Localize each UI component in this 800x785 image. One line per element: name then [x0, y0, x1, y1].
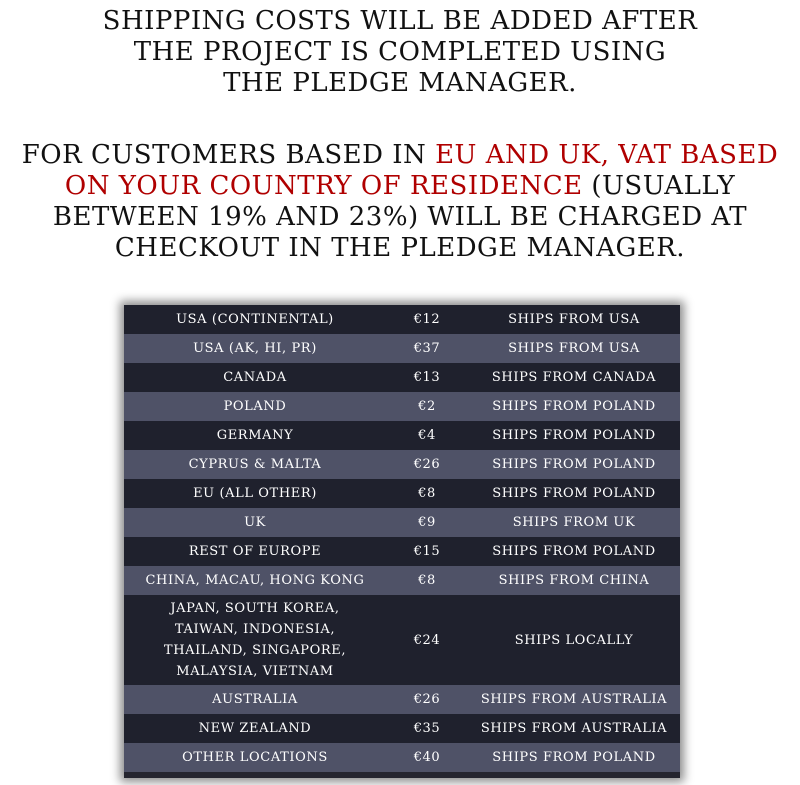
table-row — [124, 537, 680, 566]
vat-notice-line: BETWEEN 19% AND 23%) WILL BE CHARGED AT — [52, 202, 748, 232]
region-line: JAPAN, SOUTH KOREA, — [170, 601, 340, 616]
origin-cell: SHIPS FROM POLAND — [492, 544, 656, 559]
table-row — [124, 508, 680, 537]
origin-cell: SHIPS LOCALLY — [514, 632, 634, 648]
cost-cell: €40 — [413, 750, 441, 765]
region-cell: OTHER LOCATIONS — [182, 750, 328, 765]
cost-cell: €26 — [413, 457, 441, 472]
shipping-notice-line: THE PLEDGE MANAGER. — [223, 68, 577, 98]
region-cell: CHINA, MACAU, HONG KONG — [145, 573, 365, 588]
vat-notice — [0, 140, 800, 264]
origin-cell: SHIPS FROM AUSTRALIA — [480, 692, 668, 707]
table-row — [124, 305, 680, 334]
origin-cell: SHIPS FROM POLAND — [492, 457, 656, 472]
cost-cell: €8 — [418, 486, 436, 501]
table-row — [124, 334, 680, 363]
cost-cell: €12 — [413, 312, 441, 327]
origin-cell: SHIPS FROM POLAND — [492, 428, 656, 443]
cost-cell: €8 — [418, 573, 436, 588]
region-line: MALAYSIA, VIETNAM — [176, 664, 334, 679]
cost-cell: €2 — [418, 399, 436, 414]
vat-highlight: ON YOUR COUNTRY OF RESIDENCE — [64, 171, 583, 201]
table-row — [124, 566, 680, 595]
table-row — [124, 595, 680, 685]
region-cell: CYPRUS & MALTA — [188, 457, 322, 472]
vat-text: (USUALLY — [582, 171, 736, 201]
origin-cell: SHIPS FROM USA — [508, 312, 640, 327]
region-cell: AUSTRALIA — [212, 692, 298, 707]
table-row — [124, 450, 680, 479]
region-line: THAILAND, SINGAPORE, — [163, 643, 347, 658]
region-cell — [124, 598, 386, 682]
vat-notice-line — [0, 140, 800, 171]
origin-cell: SHIPS FROM POLAND — [492, 750, 656, 765]
cost-cell: €4 — [418, 428, 436, 443]
shipping-notice — [0, 6, 800, 99]
region-cell: REST OF EUROPE — [188, 544, 322, 559]
origin-cell: SHIPS FROM AUSTRALIA — [480, 721, 668, 736]
region-cell: GERMANY — [216, 428, 294, 443]
region-cell: NEW ZEALAND — [198, 721, 312, 736]
region-cell: EU (ALL OTHER) — [193, 486, 317, 501]
origin-cell: SHIPS FROM POLAND — [492, 399, 656, 414]
vat-notice-line — [0, 171, 800, 202]
region-cell: USA (CONTINENTAL) — [176, 312, 334, 327]
region-cell: UK — [244, 515, 266, 530]
cost-cell: €9 — [418, 515, 436, 530]
shipping-cost-table — [124, 305, 680, 778]
shipping-notice-line: THE PROJECT IS COMPLETED USING — [133, 37, 667, 67]
cost-cell: €13 — [413, 370, 441, 385]
vat-highlight: EU AND UK, VAT BASED — [435, 140, 779, 170]
cost-cell: €15 — [413, 544, 441, 559]
table-row — [124, 714, 680, 743]
region-cell: USA (AK, HI, PR) — [193, 341, 317, 356]
cost-cell: €37 — [413, 341, 441, 356]
origin-cell: SHIPS FROM CANADA — [491, 370, 657, 385]
cost-cell: €35 — [413, 721, 441, 736]
table-row — [124, 685, 680, 714]
table-row — [124, 363, 680, 392]
vat-notice-line: CHECKOUT IN THE PLEDGE MANAGER. — [114, 233, 686, 263]
origin-cell: SHIPS FROM POLAND — [492, 486, 656, 501]
region-cell: POLAND — [223, 399, 287, 414]
region-cell: CANADA — [223, 370, 287, 385]
region-line: TAIWAN, INDONESIA, — [174, 622, 336, 637]
origin-cell: SHIPS FROM UK — [512, 515, 636, 530]
origin-cell: SHIPS FROM USA — [508, 341, 640, 356]
table-row — [124, 421, 680, 450]
table-row — [124, 392, 680, 421]
table-row — [124, 743, 680, 772]
cost-cell: €26 — [413, 692, 441, 707]
cost-cell: €24 — [413, 632, 441, 648]
shipping-notice-line: SHIPPING COSTS WILL BE ADDED AFTER — [102, 6, 698, 36]
vat-text: FOR CUSTOMERS BASED IN — [21, 140, 436, 170]
origin-cell: SHIPS FROM CHINA — [498, 573, 650, 588]
table-row — [124, 479, 680, 508]
